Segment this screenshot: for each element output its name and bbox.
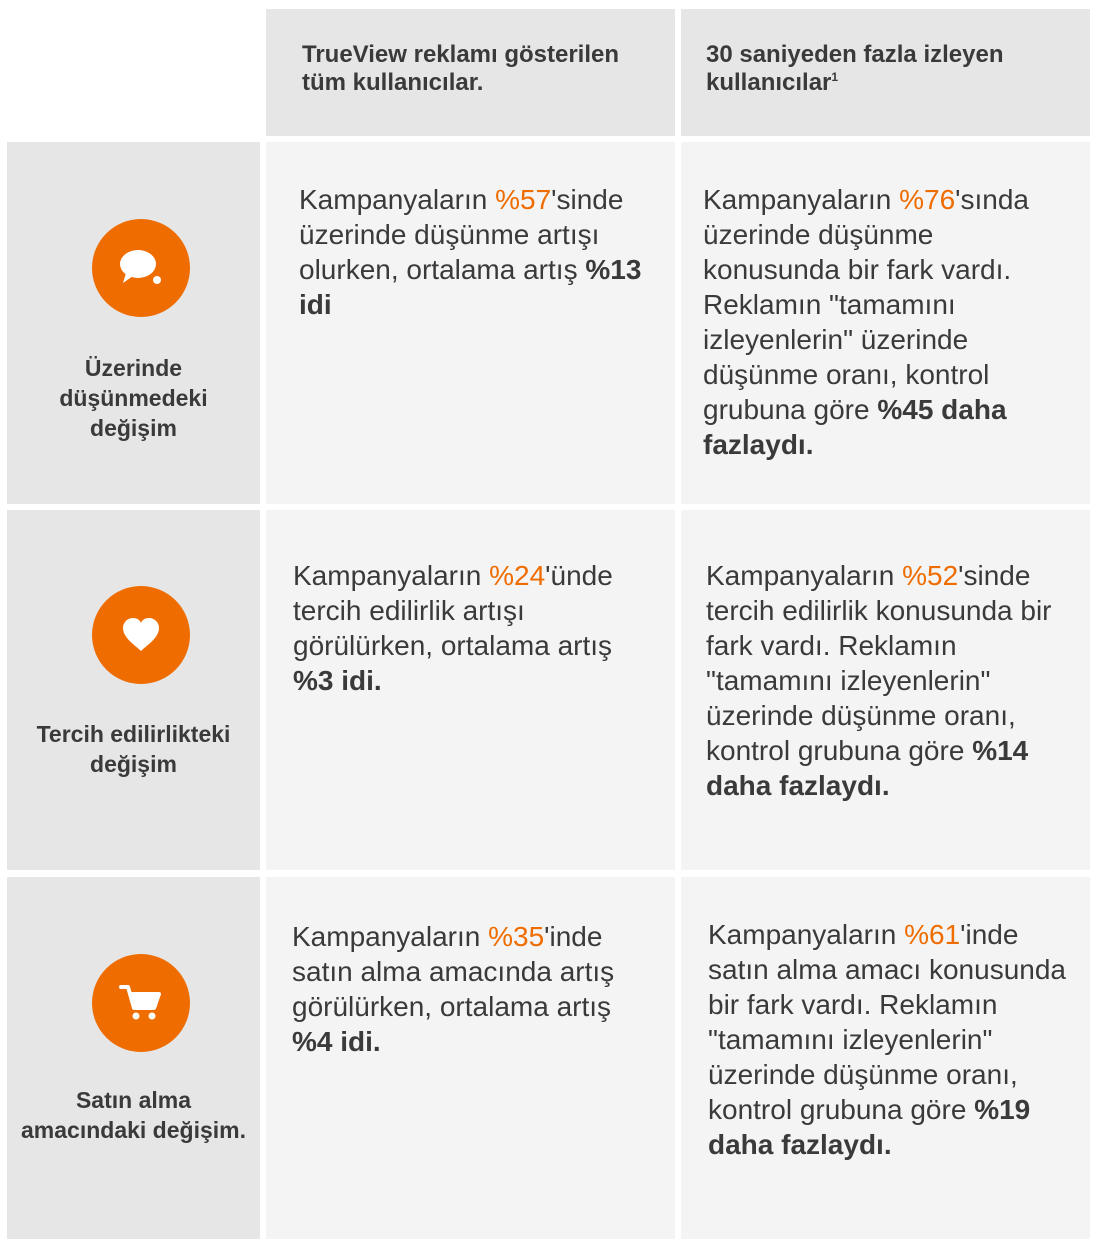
cell-preference-all-users bbox=[266, 510, 675, 870]
stat-bold: %19 daha fazlaydı. bbox=[708, 1094, 1031, 1160]
stat-bold: %4 idi. bbox=[292, 1026, 381, 1057]
cell-purchase-intent-all-users bbox=[266, 877, 675, 1239]
row-label-cell-preference bbox=[7, 510, 260, 870]
heart-icon bbox=[92, 586, 190, 684]
header-30s-viewers-text: 30 saniyeden fazla izleyen kullanıcılar$^1$ bbox=[706, 41, 1004, 96]
row-label-purchase-intent: Satın alma amacındaki değişim. bbox=[21, 1087, 246, 1143]
row-label-cell-purchase-intent bbox=[7, 877, 260, 1239]
row-label-consideration: Üzerinde düşünmedeki değişim bbox=[59, 355, 208, 441]
text-consideration-30s-viewers: Kampanyaların %76'sında üzerinde düşünme konusunda bir fark vardı. Reklamın "tamamını izleyenlerin" üzerinde düşünme oranı, kontrol grubuna göre %45 daha fazlaydı. bbox=[703, 184, 1029, 460]
stat-bold: %14 daha fazlaydı. bbox=[706, 735, 1029, 801]
stat-bold: %3 idi. bbox=[293, 665, 382, 696]
stat-bold: %45 daha fazlaydı. bbox=[703, 394, 1007, 460]
cell-preference-30s-viewers bbox=[681, 510, 1090, 870]
stat-highlight: %57 bbox=[495, 184, 552, 215]
text-preference-30s-viewers: Kampanyaların %52'sinde tercih edilirlik konusunda bir fark vardı. Reklamın "tamamını izleyenlerin" üzerinde düşünme oranı, kontrol grubuna göre %14 daha fazlaydı. bbox=[706, 560, 1052, 801]
header-cell-30s-viewers bbox=[681, 9, 1090, 136]
text-purchase-intent-all-users: Kampanyaların %35'inde satın alma amacında artış görülürken, ortalama artış %4 idi. bbox=[292, 921, 615, 1057]
stat-highlight: %52 bbox=[902, 560, 959, 591]
cell-purchase-intent-30s-viewers bbox=[681, 877, 1090, 1239]
cell-consideration-all-users bbox=[266, 142, 675, 504]
stat-highlight: %24 bbox=[489, 560, 546, 591]
header-cell-all-users bbox=[266, 9, 675, 136]
stat-highlight: %35 bbox=[488, 921, 545, 952]
thought-bubble-icon bbox=[92, 219, 190, 317]
stat-highlight: %61 bbox=[904, 919, 961, 950]
stat-highlight: %76 bbox=[899, 184, 956, 215]
text-preference-all-users: Kampanyaların %24'ünde tercih edilirlik artışı görülürken, ortalama artış %3 idi. bbox=[293, 560, 613, 696]
cell-consideration-30s-viewers bbox=[681, 142, 1090, 504]
header-all-users-text: TrueView reklamı gösterilen tüm kullanıcılar. bbox=[302, 41, 620, 96]
shopping-cart-icon bbox=[92, 954, 190, 1052]
row-label-preference: Tercih edilirlikteki değişim bbox=[36, 721, 231, 777]
stat-bold: %13 idi bbox=[299, 254, 642, 320]
row-label-cell-consideration bbox=[7, 142, 260, 504]
text-purchase-intent-30s-viewers: Kampanyaların %61'inde satın alma amacı konusunda bir fark vardı. Reklamın "tamamını izleyenlerin" üzerinde düşünme oranı, kontrol grubuna göre %19 daha fazlaydı. bbox=[708, 919, 1066, 1160]
footnote-marker: 1 bbox=[831, 70, 839, 84]
text-consideration-all-users: Kampanyaların %57'sinde üzerinde düşünme artışı olurken, ortalama artış %13 idi bbox=[299, 184, 642, 320]
